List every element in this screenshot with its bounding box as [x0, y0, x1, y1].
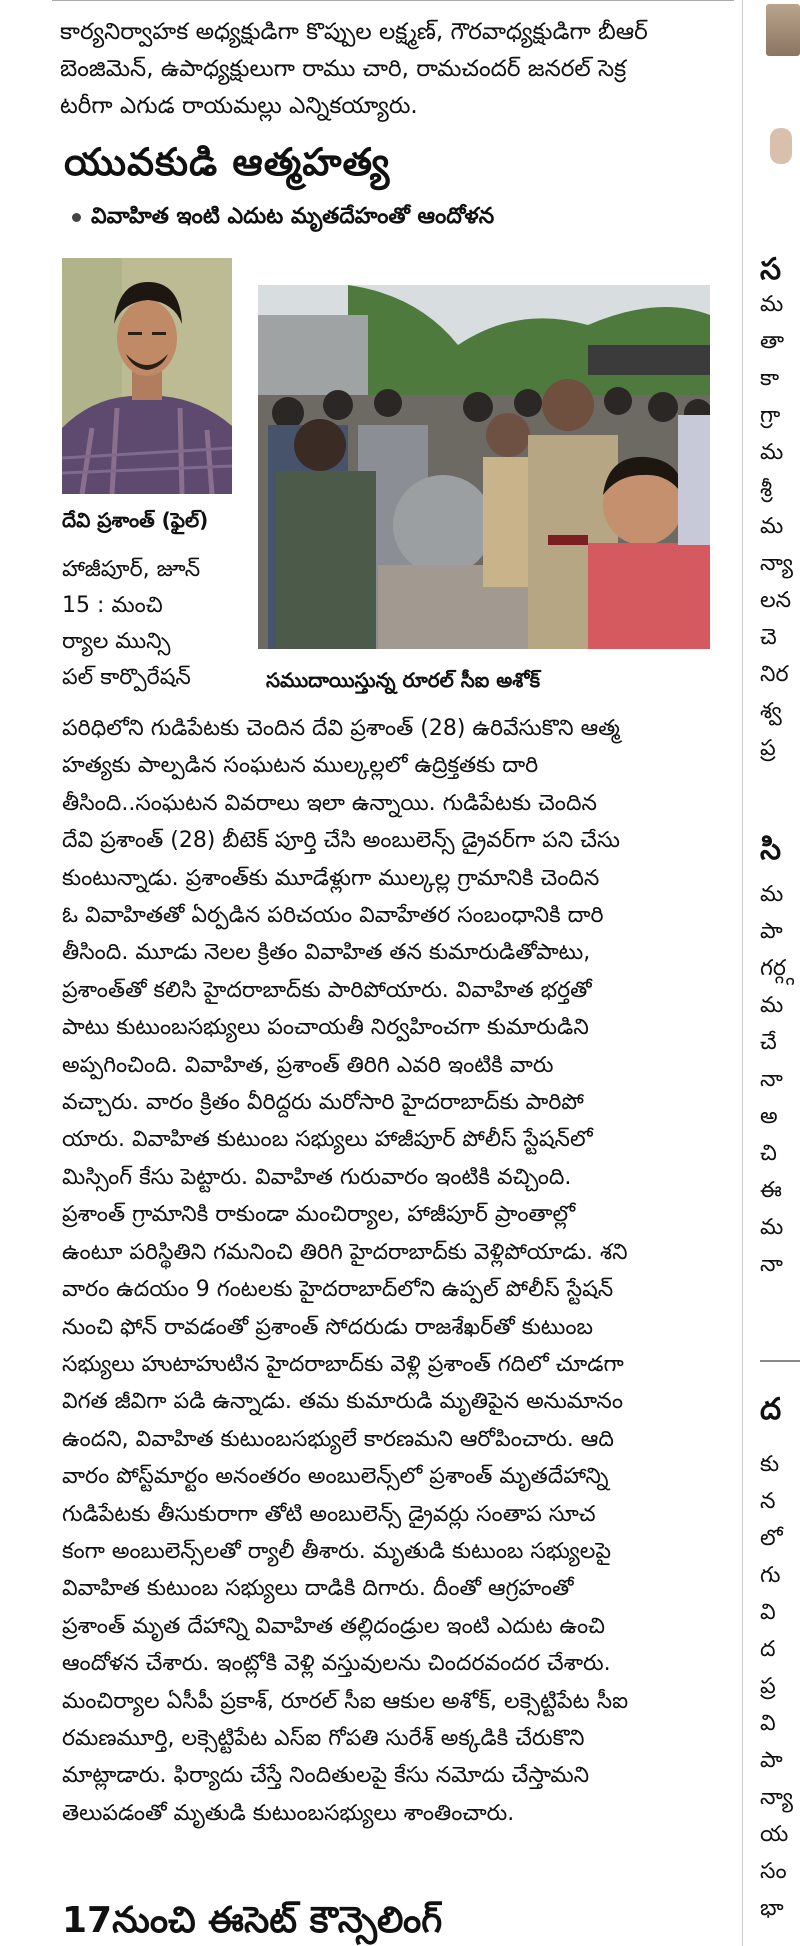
text-line: హాజీపూర్, జూన్ — [62, 557, 201, 582]
adjacent-text-fragment: మ — [760, 1215, 784, 1240]
adjacent-text-fragment: లన — [760, 588, 792, 613]
adjacent-text-fragment: మ — [760, 440, 784, 465]
adjacent-text-fragment: ప్ర — [760, 736, 776, 761]
adjacent-text-fragment: చె — [760, 625, 777, 650]
body-line: వివాహిత కుటుంబ సభ్యులు దాడికి దిగారు. దీంతో ఆగ్రహంతో — [62, 1576, 574, 1602]
adjacent-text-fragment: నా — [760, 1067, 783, 1092]
adjacent-text-fragment: లో — [760, 1526, 783, 1551]
text-line: టరీగా ఎగుడ రాయమల్లు ఎన్నికయ్యారు. — [60, 93, 418, 119]
adjacent-photo-fragment — [770, 128, 792, 164]
adjacent-text-fragment: ద — [760, 1637, 776, 1662]
subheadline-text: వివాహిత ఇంటి ఎదుట మృతదేహంతో ఆందోళన — [91, 204, 495, 229]
body-line: కుంటున్నాడు. ప్రశాంత్‌కు మూడేళ్లుగా ముల్కల్ల గ్రామానికి చెందిన — [62, 865, 600, 891]
text-line: కార్యనిర్వాహక అధ్యక్షుడిగా కొప్పుల లక్ష్మణ్, గౌరవాధ్యక్షుడిగా బీఆర్ — [60, 19, 648, 45]
article-headline: యువకుడి ఆత్మహత్య — [64, 140, 391, 184]
text-line: 15 : మంచి — [62, 593, 163, 618]
dateline — [62, 552, 248, 696]
column-divider — [742, 0, 743, 1946]
article-subheadline — [72, 204, 494, 234]
adjacent-text-fragment: నా — [760, 1252, 783, 1277]
adjacent-text-fragment: పా — [760, 1748, 783, 1773]
body-line: ఉంటూ పరిస్థితిని గమనించి తిరిగి హైదరాబాద్‌కు వెళ్లిపోయాడు. శని — [62, 1239, 628, 1265]
adjacent-heading-fragment: స — [760, 252, 782, 287]
adjacent-column — [760, 0, 800, 1946]
body-line: పరిధిలోని గుడిపేటకు చెందిన దేవి ప్రశాంత్ (28) ఉరివేసుకొని ఆత్మ — [62, 716, 620, 741]
body-line: ప్రశాంత్‌తో కలిసి హైదరాబాద్‌కు పారిపోయారు. వివాహిత భర్తతో — [62, 977, 592, 1003]
crowd-photo — [258, 285, 710, 649]
adjacent-rule — [760, 1360, 800, 1362]
body-line: విగత జీవిగా పడి ఉన్నాడు. తమ కుమారుడి మృతిపైన అనుమానం — [62, 1389, 623, 1415]
body-line: సభ్యులు హుటాహుటిన హైదరాబాద్‌కు వెళ్లి ప్రశాంత్ గదిలో చూడగా — [62, 1351, 624, 1377]
body-line: ప్రశాంత్ మృత దేహాన్ని వివాహిత తల్లిదండ్రుల ఇంటి ఎదుట ఉంచి — [62, 1613, 606, 1639]
adjacent-text-fragment: నిర — [760, 662, 789, 687]
adjacent-text-fragment: తా — [760, 329, 785, 354]
crowd-photo-caption: సముదాయిస్తున్న రూరల్ సీఐ అశోక్ — [266, 668, 541, 692]
adjacent-text-fragment: చి — [760, 1141, 777, 1166]
adjacent-text-fragment: శ్వ — [760, 699, 782, 724]
body-line: దేవి ప్రశాంత్ (28) బీటెక్ పూర్తి చేసి అంబులెన్స్ డ్రైవర్‌గా పని చేసు — [62, 828, 621, 854]
adjacent-text-fragment: గు — [760, 1563, 781, 1588]
body-line: మంచిర్యాల ఏసీపీ ప్రకాశ్, రూరల్ సీఐ ఆకుల అశోక్, లక్సెట్టిపేట సీఐ — [62, 1688, 629, 1714]
adjacent-text-fragment: అ — [760, 1104, 778, 1129]
adjacent-text-fragment: మ — [760, 882, 784, 907]
adjacent-heading-fragment: ద — [760, 1392, 782, 1427]
body-line: వారం ఉదయం 9 గంటలకు హైదరాబాద్‌లోని ఉప్పల్ పోలీస్ స్టేషన్ — [62, 1277, 614, 1303]
portrait-caption: దేవి ప్రశాంత్ (ఫైల్) — [62, 508, 209, 532]
adjacent-text-fragment: మ — [760, 993, 784, 1018]
adjacent-text-fragment: ప్ర — [760, 1674, 776, 1699]
body-line: మాట్లాడారు. ఫిర్యాదు చేస్తే నిందితులపై కేసు నమోదు చేస్తామని — [62, 1763, 590, 1789]
adjacent-text-fragment: కా — [760, 366, 780, 391]
text-line: ర్యాల మున్సి — [62, 629, 171, 654]
adjacent-text-fragment: గ్రా — [760, 403, 781, 428]
body-line: హత్యకు పాల్పడిన సంఘటన ముల్కల్లలో ఉద్రిక్తతకు దారి — [62, 753, 539, 779]
adjacent-text-fragment: మ — [760, 292, 784, 317]
text-line: పల్ కార్పొరేషన్ — [62, 665, 191, 690]
body-line: మిస్సింగ్ కేసు పెట్టారు. వివాహిత గురువారం ఇంటికి వచ్చింది. — [62, 1164, 572, 1190]
adjacent-text-fragment: శ్రీ — [760, 477, 773, 502]
adjacent-text-fragment: న — [760, 1489, 776, 1514]
adjacent-text-fragment: కు — [760, 1452, 780, 1477]
body-line: గుడిపేటకు తీసుకురాగా తోటి అంబులెన్స్ డ్రైవర్లు సంతాప సూచ — [62, 1501, 596, 1527]
body-line: ఓ వివాహితతో ఏర్పడిన పరిచయం వివాహేతర సంబంధానికి దారి — [62, 903, 604, 929]
body-line: వారం పోస్ట్‌మార్టం అనంతరం అంబులెన్స్‌లో ప్రశాంత్ మృతదేహాన్ని — [62, 1464, 609, 1490]
body-line: తీసింది..సంఘటన వివరాలు ఇలా ఉన్నాయి. గుడిపేటకు చెందిన — [62, 790, 597, 816]
body-line: ఉందని, వివాహిత కుటుంబసభ్యులే కారణమని ఆరోపించారు. ఆది — [62, 1426, 614, 1452]
adjacent-heading-fragment: సి — [760, 832, 782, 867]
text-line: బెంజిమెన్, ఉపాధ్యక్షులుగా రాము చారి, రామచందర్ జనరల్ సెక్ర — [60, 56, 627, 82]
portrait-photo — [62, 258, 232, 494]
body-line: వచ్చారు. వారం క్రితం వీరిద్దరు మరోసారి హైదరాబాద్‌కు పారిపో — [62, 1090, 584, 1116]
adjacent-text-fragment: భా — [760, 1896, 784, 1921]
adjacent-text-fragment: మ — [760, 514, 784, 539]
body-line: పాటు కుటుంబసభ్యులు పంచాయతీ నిర్వహించగా కుమారుడిని — [62, 1015, 589, 1041]
body-line: ఆందోళన చేశారు. ఇంట్లోకి వెళ్లి వస్తువులను చిందరవందర చేశారు. — [62, 1651, 611, 1677]
bullet-icon — [72, 213, 81, 222]
adjacent-text-fragment: ఈ — [760, 1178, 782, 1203]
body-line: తెలుపడంతో మృతుడి కుటుంబసభ్యులు శాంతించారు. — [62, 1800, 515, 1826]
body-line: కంగా అంబులెన్స్‌లతో ర్యాలీ తీశారు. మృతుడి కుటుంబ సభ్యులపై — [62, 1538, 611, 1564]
adjacent-text-fragment: సం — [760, 1859, 787, 1884]
body-line: రమణమూర్తి, లక్సెట్టిపేట ఎస్ఐ గోపతి సురేశ్ అక్కడికి చేరుకొని — [62, 1725, 585, 1751]
body-line: యారు. వివాహిత కుటుంబ సభ్యులు హాజీపూర్ పోలీస్ స్టేషన్‌లో — [62, 1127, 593, 1153]
adjacent-photo — [766, 4, 800, 56]
adjacent-text-fragment: య — [760, 1822, 789, 1847]
adjacent-text-fragment: గర్గ్గ — [760, 956, 795, 981]
body-line: నుంచి ఫోన్ రావడంతో ప్రశాంత్ సోదరుడు రాజశేఖర్‌తో కుటుంబ — [62, 1314, 594, 1340]
body-line: ప్రశాంత్ గ్రామానికి రాకుండా మంచిర్యాల, హాజీపూర్ ప్రాంతాల్లో — [62, 1202, 576, 1228]
body-line: అప్పగించింది. వివాహిత, ప్రశాంత్ తిరిగి ఎవరి ఇంటికి వారు — [62, 1052, 554, 1078]
next-article-headline: 17నుంచి ఈసెట్ కౌన్సెలింగ్ — [62, 1900, 443, 1941]
adjacent-text-fragment: పా — [760, 919, 783, 944]
previous-article-tail — [60, 14, 730, 125]
page-frame — [52, 0, 734, 9]
article-body — [62, 710, 726, 1832]
adjacent-text-fragment: వి — [760, 1711, 776, 1736]
adjacent-text-fragment: చే — [760, 1030, 777, 1055]
adjacent-text-fragment: న్యా — [760, 551, 793, 576]
body-line: తీసింది. మూడు నెలల క్రితం వివాహిత తన కుమారుడితోపాటు, — [62, 940, 591, 966]
adjacent-text-fragment: వి — [760, 1600, 776, 1625]
adjacent-text-fragment: న్యా — [760, 1785, 793, 1810]
